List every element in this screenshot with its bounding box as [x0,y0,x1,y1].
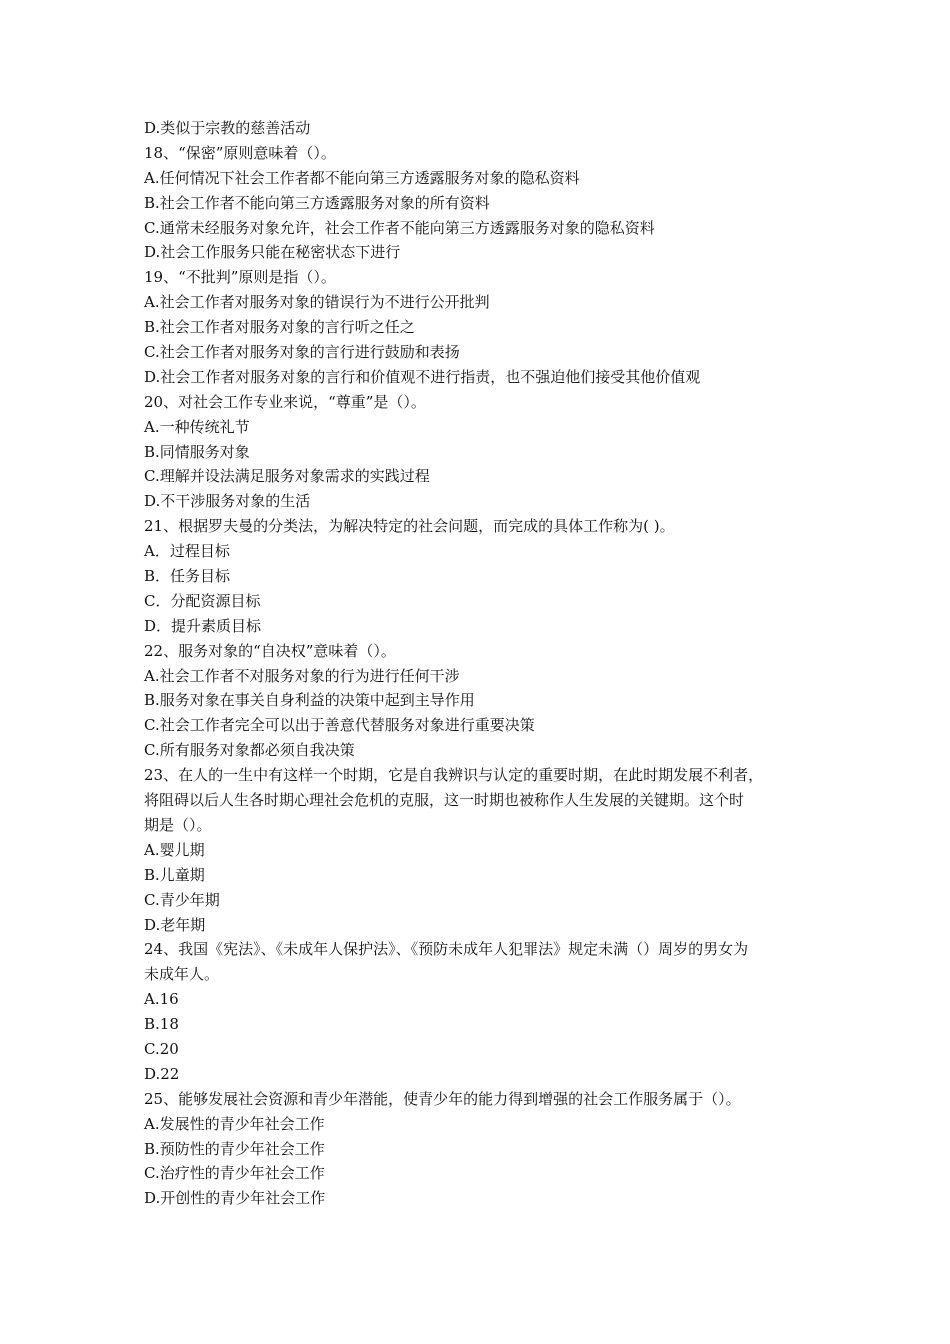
option-d-q24: D.22 [144,1064,180,1083]
question-23-line-3: 期是（）。 [144,815,212,834]
option-c-q21: C．分配资源目标 [144,591,261,610]
option-d-q23: D.老年期 [144,915,206,934]
question-23-line-1: 23、在人的一生中有这样一个时期，它是自我辨识与认定的重要时期，在此时期发展不利者， [144,766,764,785]
option-d-q17: D.类似于宗教的慈善活动 [144,119,311,137]
question-18: 18、“保密”原则意味着（）。 [144,143,336,162]
question-21: 21、根据罗夫曼的分类法，为解决特定的社会问题，而完成的具体工作称为( )。 [144,517,675,536]
question-24-line-2: 未成年人。 [144,965,220,984]
option-a-q19: A.社会工作者对服务对象的错误行为不进行公开批判 [144,293,490,312]
question-23-line-2: 将阻碍以后人生各时期心理社会危机的克服，这一时期也被称作人生发展的关键期。这个时 [144,791,745,810]
option-b-q19: B.社会工作者对服务对象的言行听之任之 [144,318,415,337]
option-d-q18: D.社会工作服务只能在秘密状态下进行 [144,243,401,262]
question-22: 22、服务对象的“自决权”意味着（）。 [144,641,396,660]
option-c-q24: C.20 [144,1039,179,1058]
question-24-line-1: 24、我国《宪法》、《未成年人保护法》、《预防未成年人犯罪法》规定未满（）周岁的男女为 [144,940,749,959]
option-c-q22: C.社会工作者完全可以出于善意代替服务对象进行重要决策 [144,716,535,735]
option-b-q18: B.社会工作者不能向第三方透露服务对象的所有资料 [144,193,490,212]
option-c-q25: C.治疗性的青少年社会工作 [144,1164,325,1183]
option-d-q21: D．提升素质目标 [144,616,262,635]
option-c2-q22: C.所有服务对象都必须自我决策 [144,741,355,760]
option-a-q18: A.任何情况下社会工作者都不能向第三方透露服务对象的隐私资料 [144,168,580,187]
option-c-q20: C.理解并设法满足服务对象需求的实践过程 [144,467,430,486]
option-d-q19: D.社会工作者对服务对象的言行和价值观不进行指责，也不强迫他们接受其他价值观 [144,367,701,386]
option-d-q20: D.不干涉服务对象的生活 [144,492,311,511]
option-b-q25: B.预防性的青少年社会工作 [144,1139,325,1158]
question-25: 25、能够发展社会资源和青少年潜能，使青少年的能力得到增强的社会工作服务属于（）。 [144,1089,741,1108]
option-b-q21: B．任务目标 [144,567,231,586]
question-19: 19、“不批判”原则是指（）。 [144,268,336,287]
option-a-q21: A．过程目标 [144,542,230,561]
question-20: 20、对社会工作专业来说，“尊重”是（）。 [144,392,426,411]
option-a-q20: A.一种传统礼节 [144,417,250,436]
option-b-q20: B.同情服务对象 [144,442,250,461]
option-a-q24: A.16 [144,990,179,1009]
option-a-q23: A.婴儿期 [144,840,205,859]
document-page [144,116,824,1211]
option-b-q24: B.18 [144,1015,179,1034]
option-a-q25: A.发展性的青少年社会工作 [144,1114,325,1133]
option-d-q25: D.开创性的青少年社会工作 [144,1189,326,1208]
option-b-q23: B.儿童期 [144,865,205,884]
option-c-q19: C.社会工作者对服务对象的言行进行鼓励和表扬 [144,343,460,362]
option-c-q18: C.通常未经服务对象允许，社会工作者不能向第三方透露服务对象的隐私资料 [144,218,655,237]
option-b-q22: B.服务对象在事关自身利益的决策中起到主导作用 [144,691,475,710]
option-a-q22: A.社会工作者不对服务对象的行为进行任何干涉 [144,666,460,685]
option-c-q23: C.青少年期 [144,890,220,909]
